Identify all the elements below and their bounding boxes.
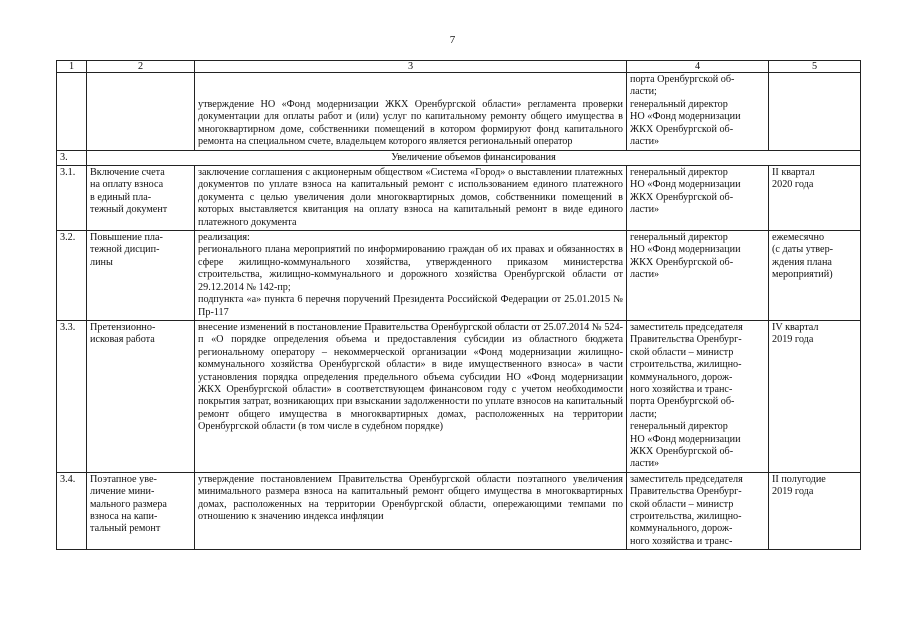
column-number: 3 [195,61,627,73]
responsible-text: генеральный директор НО «Фонд модернизации ЖКХ Оренбургской об- ласти» [630,232,741,281]
responsible-text: заместитель председателя Правительства Оренбург- ской области – министр строительства, жилищно- коммунального, дорож- ного хозяйства и транс- [630,473,743,547]
action-text: утверждение постановлением Правительства Оренбургской области поэтапного увеличения минимального размера взноса на капитальный ремонт общего имущества в многоквартирных домах, расположенных на территории Оренбургской области, опережающими темпами по отношению к значению индекса инфляции [198,473,623,522]
row-number: 3.4. [57,472,87,549]
section-title: Увеличение объемов финансирования [87,150,861,165]
row-number: 3.1. [57,166,87,231]
responsible-text: порта Оренбургской об- ласти; генеральный директор НО «Фонд модернизации ЖКХ Оренбургской об- ласти» [630,74,741,148]
term-text: IV квартал 2019 года [772,321,819,346]
section-number: 3. [57,150,87,165]
table-row [57,231,861,321]
table-row [57,166,861,231]
row-number: 3.3. [57,320,87,472]
table-row [57,472,861,549]
row-number: 3.2. [57,231,87,321]
responsible-text: заместитель председателя Правительства Оренбург- ской области – министр строительства, жилищно- коммунального, дорож- ного хозяйства и транс- порта Оренбургской об- ласти; генеральный директор НО «Фонд модернизации ЖКХ Оренбургской об- ласти» [630,321,743,470]
continued-row [57,73,861,151]
column-number: 5 [769,61,861,73]
column-number: 2 [87,61,195,73]
column-number: 1 [57,61,87,73]
column-number: 4 [627,61,769,73]
measures-table [56,60,861,550]
measure-name: Претензионно- исковая работа [90,321,156,346]
measure-name: Поэтапное уве- личение мини- мального размера взноса на капи- тальный ремонт [90,473,167,535]
action-cell [195,73,627,151]
measure-name: Включение счета на оплату взноса в единый пла- тежный документ [90,167,168,216]
measure-name: Повышение пла- тежной дисцип- лины [90,232,163,268]
action-text: утверждение НО «Фонд модернизации ЖКХ Оренбургской области» регламента проверки документации для оплаты работ и (или) услуг по капитальному ремонту общего имущества в многоквартирном доме, собственники помещений в котором формируют фонд капитального ремонта на специальном счете, владельцем которого является региональный оператор [198,99,623,148]
action-text: реализация: регионального плана мероприятий по информированию граждан об их правах и обязанностях в сфере жилищно-коммунального хозяйства, утвержденного приказом министерства строительства, жилищно-коммунального и дорожного хозяйства Оренбургской области от 29.12.2014 № 142-пр; подпункта «а» пункта 6 перечня поручений Президента Российской Федерации от 25.01.2015 № Пр-117 [198,232,623,318]
term-text: II квартал 2020 года [772,167,815,191]
term-cell [769,73,861,151]
action-text: внесение изменений в постановление Правительства Оренбургской области от 25.07.2014 № 524-п «О порядке определения объема и предоставления субсидии из областного бюджета региональному оператору – некоммерческой организации «Фонд модернизации жилищно-коммунального хозяйства Оренбургской области» в виде имущественного взноса» в части установления порядка определения предельного объема субсидии НО «Фонд модернизации ЖКХ Оренбургской области» в соответствующем финансовом году с учетом необходимости покрытия затрат, возникающих при взыскании задолженности по уплате взносов на капитальный ремонт общего имущества в многоквартирных домах, расположенных на территории Оренбургской области (в том числе в судебном порядке) [198,321,623,433]
term-text: ежемесячно (с даты утвер- ждения плана мероприятий) [772,232,834,281]
table-row [57,320,861,472]
term-text: II полугодие 2019 года [772,473,826,498]
measure-name-cell [87,73,195,151]
column-number-row [57,61,861,73]
responsible-text: генеральный директор НО «Фонд модернизации ЖКХ Оренбургской об- ласти» [630,167,741,216]
section-row [57,150,861,165]
responsible-cell [627,73,769,151]
row-number-cell [57,73,87,151]
action-text: заключение соглашения с акционерным обществом «Система «Город» о выставлении платежных документов по уплате взноса на капитальный ремонт с использованием единого платежного документа с целью увеличения доли многоквартирных домов, собственники помещений в которых выставляется квитанция на оплату взноса на капитальный ремонт в виде единого платежного документа [198,167,623,228]
page-number: 7 [449,34,456,46]
